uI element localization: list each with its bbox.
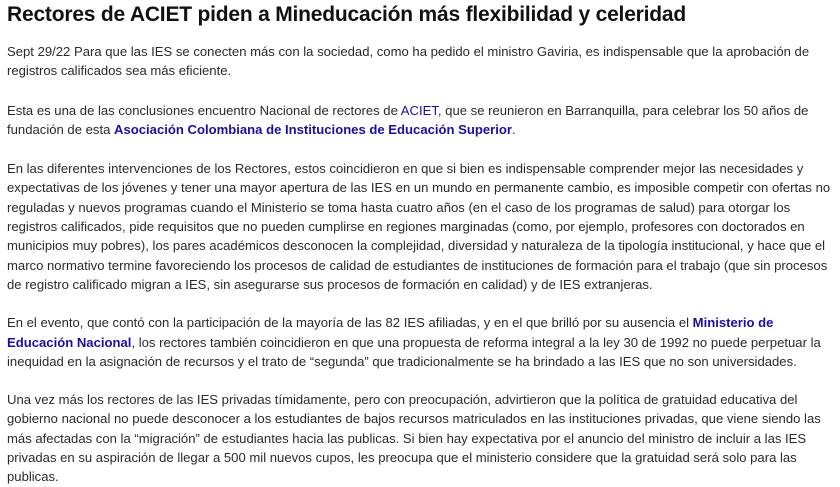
paragraph-text: . [512, 121, 516, 137]
paragraph-interventions: En las diferentes intervenciones de los Rectores, estos coincidieron en que si bien es indispensable comprender mejor las necesidades y expectativas de los jóvenes y tener una mayor apertura de las IES en un mundo en permanente cambio, es imposible competir con ofertas no reguladas y nuevos programas cuando el Ministerio se toma hasta cuatro años (en el caso de los programas de salud) para otorgar los registros calificados, pide requisitos que no pueden cumplirse en regiones marginadas (como, por ejemplo, profesores con doctorados en municipios muy pobres), los pares académicos desconocen la complejidad, diversidad y naturaleza de la tipología institucional, y hace que el marco normativo termine favoreciendo los procesos de calidad de estudiantes de instituciones de formación para el trabajo (que sin procesos de registro calificado migran a IES, sin asegurarse sus procesos de formación en calidad) y de IES extranjeras. [7, 161, 831, 292]
paragraph-gratuidad: Una vez más los rectores de las IES privadas tímidamente, pero con preocupación, advirtieron que la política de gratuidad educativa del gobierno nacional no puede desconocer a los estudiantes de bajos recursos matriculados en las instituciones privadas, que viene siendo las más afectadas con la “migración” de estudiantes hacia las publicas. Si bien hay expectativa por el anuncio del ministro de incluir a las IES privadas en su aspiración de llegar a 500 mil nuevos cupos, les preocupa que el ministerio considere que la gratuidad será solo para las publicas. [7, 392, 821, 485]
paragraph-event [7, 313, 833, 371]
paragraph-text: Esta es una de las conclusiones encuentro Nacional de rectores de [7, 102, 401, 118]
paragraph-conclusions [7, 101, 833, 140]
aciet-link[interactable]: ACIET [400, 102, 438, 118]
article [7, 0, 833, 487]
paragraph-text: En el evento, que contó con la participación de la mayoría de las 82 IES afiliadas, y en el que brilló por su ausencia el [7, 315, 693, 331]
ministerio-link[interactable]: Ministerio de Educación Nacional [7, 315, 774, 350]
article-title: Rectores de ACIET piden a Mineducación más flexibilidad y celeridad [7, 3, 687, 26]
paragraph-intro: Sept 29/22 Para que las IES se conecten más con la sociedad, como ha pedido el ministro Gaviria, es indispensable que la aprobación de registros calificados sea más eficiente. [7, 44, 810, 79]
paragraph-text: , que se reunieron en Barranquilla, para celebrar los 50 años de fundación de esta [7, 102, 809, 137]
paragraph-text: , los rectores también coincidieron en que una propuesta de reforma integral a la ley 30 de 1992 no puede perpetuar la inequidad en la asignación de recursos y el trato de “segunda” que tradicionalmente se ha brindado a las IES que no son universidades. [7, 334, 821, 369]
asociacion-link[interactable]: Asociación Colombiana de Instituciones de Educación Superior [114, 121, 512, 137]
